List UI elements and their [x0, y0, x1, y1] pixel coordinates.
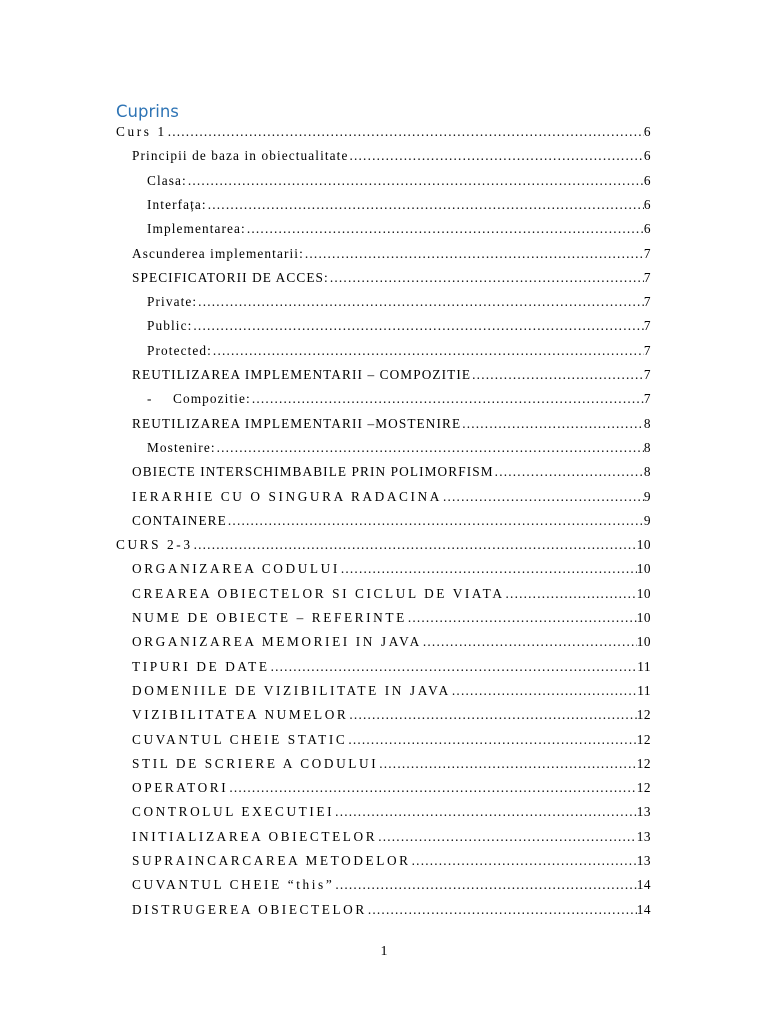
toc-entry-label: ORGANIZAREA CODULUI [132, 561, 340, 576]
toc-entry[interactable] [132, 246, 651, 266]
toc-dot-leader [407, 610, 637, 626]
toc-title: Cuprins [116, 102, 179, 121]
toc-entry[interactable] [132, 416, 651, 436]
toc-entry-label: REUTILIZAREA IMPLEMENTARII –MOSTENIRE [132, 416, 462, 431]
toc-dot-leader [461, 416, 644, 432]
toc-entry[interactable] [132, 561, 651, 581]
toc-entry-page: 6 [643, 173, 651, 188]
toc-dot-leader [340, 561, 637, 577]
toc-dot-leader [334, 804, 637, 820]
toc-entry[interactable] [132, 586, 651, 606]
toc-entry-label: CONTROLUL EXECUTIEI [132, 804, 335, 819]
toc-entry-label: CUVANTUL CHEIE STATIC [132, 732, 348, 747]
toc-entry-page: 8 [643, 416, 651, 431]
toc-entry[interactable] [147, 294, 651, 314]
toc-entry[interactable] [132, 489, 651, 509]
toc-entry-label: ORGANIZAREA MEMORIEI IN JAVA [132, 634, 422, 649]
toc-entry-page: 7 [643, 367, 651, 382]
toc-entry-label: Protected: [147, 343, 212, 358]
toc-entry-label: Principii de baza in obiectualitate [132, 148, 349, 163]
toc-dot-leader [270, 659, 638, 675]
toc-entry-page: 13 [636, 853, 651, 868]
toc-entry-text: Compozitie: [173, 391, 251, 406]
toc-entry[interactable] [132, 464, 651, 484]
toc-entry-label: SPECIFICATORII DE ACCES: [132, 270, 329, 285]
toc-entry-page: 9 [643, 513, 651, 528]
toc-entry[interactable] [147, 318, 651, 338]
toc-dot-leader [367, 902, 637, 918]
toc-dot-leader [348, 148, 643, 164]
toc-entry-label: VIZIBILITATEA NUMELOR [132, 707, 349, 722]
toc-entry-label: DOMENIILE DE VIZIBILITATE IN JAVA [132, 683, 451, 698]
toc-entry-label: STIL DE SCRIERE A CODULUI [132, 756, 379, 771]
toc-dot-leader [197, 294, 644, 310]
toc-dot-leader [494, 464, 644, 480]
toc-entry-label: TIPURI DE DATE [132, 659, 270, 674]
toc-entry[interactable] [147, 391, 651, 411]
toc-entry[interactable] [132, 683, 651, 703]
toc-entry-label: Interfața: [147, 197, 207, 212]
toc-entry-page: 7 [643, 318, 651, 333]
toc-entry[interactable] [132, 513, 651, 533]
toc-entry-page: 8 [643, 440, 651, 455]
toc-entry-page: 10 [636, 610, 651, 625]
toc-entry-page: 7 [643, 246, 651, 261]
toc-entry[interactable] [132, 877, 651, 897]
toc-entry-page: 14 [636, 902, 651, 917]
toc-entry[interactable] [147, 173, 651, 193]
toc-dot-leader [192, 318, 643, 334]
toc-entry-label: IERARHIE CU O SINGURA RADACINA [132, 489, 442, 504]
toc-entry[interactable] [147, 440, 651, 460]
toc-dot-leader [348, 707, 636, 723]
toc-entry-label: CURS 2-3 [116, 537, 193, 552]
toc-entry-page: 13 [636, 804, 651, 819]
toc-entry[interactable] [132, 659, 651, 679]
toc-entry-page: 10 [636, 561, 651, 576]
toc-dot-leader [187, 173, 644, 189]
toc-entry[interactable] [132, 148, 651, 168]
toc-entry-page: 9 [643, 489, 651, 504]
toc-dot-leader [347, 732, 636, 748]
toc-entry-page: 6 [643, 124, 651, 139]
toc-dot-leader [167, 124, 644, 140]
toc-entry[interactable] [147, 221, 651, 241]
toc-entry-label: Private: [147, 294, 198, 309]
toc-entry-label [147, 391, 251, 407]
toc-entry-bullet: - [147, 391, 153, 406]
toc-entry-page: 6 [643, 197, 651, 212]
toc-dot-leader [505, 586, 637, 602]
toc-dot-leader [411, 853, 637, 869]
toc-entry[interactable] [132, 367, 651, 387]
toc-entry-page: 13 [636, 829, 651, 844]
toc-entry[interactable] [132, 902, 651, 922]
toc-dot-leader [304, 246, 644, 262]
toc-entry-page: 12 [636, 756, 651, 771]
toc-entry[interactable] [116, 537, 651, 557]
toc-dot-leader [329, 270, 644, 286]
page-number: 1 [380, 944, 388, 959]
toc-entry-page: 8 [643, 464, 651, 479]
toc-entry-label: SUPRAINCARCAREA METODELOR [132, 853, 411, 868]
toc-dot-leader [422, 634, 637, 650]
toc-dot-leader [207, 197, 644, 213]
toc-dot-leader [193, 537, 637, 553]
toc-dot-leader [251, 391, 644, 407]
toc-entry-label: DISTRUGEREA OBIECTELOR [132, 902, 367, 917]
toc-entry[interactable] [116, 124, 651, 144]
toc-entry-page: 12 [636, 707, 651, 722]
toc-entry[interactable] [132, 756, 651, 776]
toc-entry[interactable] [132, 829, 651, 849]
toc-entry-page: 7 [643, 343, 651, 358]
toc-entry-page: 6 [643, 221, 651, 236]
toc-entry-label: CUVANTUL CHEIE “this” [132, 877, 335, 892]
toc-dot-leader [451, 683, 637, 699]
toc-entry[interactable] [132, 853, 651, 873]
toc-dot-leader [212, 343, 644, 359]
toc-entry-label: Ascunderea implementarii: [132, 246, 304, 261]
toc-entry[interactable] [132, 634, 651, 654]
toc-entry-page: 7 [643, 270, 651, 285]
toc-entry-label: CONTAINERE [132, 513, 227, 528]
toc-entry-page: 12 [636, 732, 651, 747]
toc-entry-label: Public: [147, 318, 193, 333]
toc-dot-leader [334, 877, 636, 893]
toc-entry-label: INITIALIZAREA OBIECTELOR [132, 829, 378, 844]
toc-entry-label: OBIECTE INTERSCHIMBABILE PRIN POLIMORFISM [132, 464, 494, 479]
toc-entry-page: 12 [636, 780, 651, 795]
toc-entry-page: 10 [636, 634, 651, 649]
toc-entry[interactable] [132, 780, 651, 800]
toc-entry[interactable] [132, 707, 651, 727]
toc-dot-leader [228, 780, 636, 796]
toc-entry-label: NUME DE OBIECTE – REFERINTE [132, 610, 407, 625]
toc-entry-page: 11 [637, 659, 651, 674]
toc-entry[interactable] [147, 197, 651, 217]
toc-dot-leader [471, 367, 644, 383]
toc-entry-page: 7 [643, 391, 651, 406]
toc-dot-leader [216, 440, 644, 456]
toc-entry-page: 7 [643, 294, 651, 309]
toc-entry-page: 14 [636, 877, 651, 892]
toc-entry-label: OPERATORI [132, 780, 229, 795]
toc-dot-leader [377, 829, 637, 845]
toc-entry-page: 10 [636, 586, 651, 601]
toc-entry[interactable] [132, 804, 651, 824]
toc-entry-label: Clasa: [147, 173, 187, 188]
toc-dot-leader [246, 221, 644, 237]
toc-entry-page: 6 [643, 148, 651, 163]
toc-entry-page: 11 [637, 683, 651, 698]
toc-dot-leader [227, 513, 644, 529]
toc-dot-leader [442, 489, 644, 505]
toc-entry-label: Mostenire: [147, 440, 216, 455]
toc-entry[interactable] [132, 270, 651, 290]
toc-entry-label: CREAREA OBIECTELOR SI CICLUL DE VIATA [132, 586, 505, 601]
toc-entry-label: Curs 1 [116, 124, 167, 139]
toc-entry-page: 10 [636, 537, 651, 552]
toc-dot-leader [378, 756, 636, 772]
toc-entry[interactable] [147, 343, 651, 363]
toc-entry[interactable] [132, 732, 651, 752]
toc-entry-label: Implementarea: [147, 221, 246, 236]
toc-entry[interactable] [132, 610, 651, 630]
toc-entry-label: REUTILIZAREA IMPLEMENTARII – COMPOZITIE [132, 367, 472, 382]
